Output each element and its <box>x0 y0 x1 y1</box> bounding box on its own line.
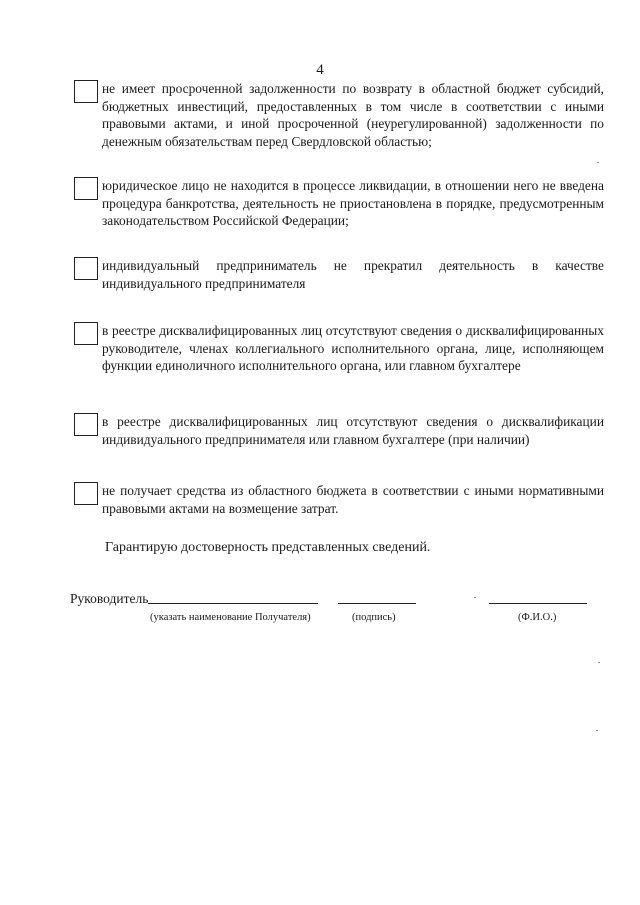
recipient-caption: (указать наименование Получателя) <box>150 612 311 623</box>
checkbox[interactable] <box>74 177 98 200</box>
checkbox[interactable] <box>74 322 98 345</box>
checklist-item-text: в реестре дисквалифицированных лиц отсутствуют сведения о дисквалификации индивидуального предпринимателя или главном бухгалтере (при наличии) <box>102 414 604 447</box>
signature-role-label: Руководитель <box>70 591 149 606</box>
checklist-item-text: в реестре дисквалифицированных лиц отсутствуют сведения о дисквалифицированных руководителе, членах коллегиального исполнительного органа, лице, исполняющем функции единоличного исполнительного органа, или главном бухгалтере <box>102 323 604 374</box>
scan-speck <box>474 597 476 598</box>
checklist-item <box>74 482 604 517</box>
checklist-item <box>74 413 604 448</box>
page-number: 4 <box>316 62 324 78</box>
checkbox[interactable] <box>74 413 98 436</box>
checkbox[interactable] <box>74 80 98 103</box>
checklist-item-text: не получает средства из областного бюджета в соответствии с иными нормативными правовыми актами на возмещение затрат. <box>102 483 604 516</box>
checkbox[interactable] <box>74 482 98 505</box>
checklist-item <box>74 80 604 150</box>
checklist-item-text: индивидуальный предприниматель не прекратил деятельность в качестве индивидуального предпринимателя <box>102 258 604 291</box>
signature-line[interactable] <box>338 603 416 604</box>
recipient-name-line[interactable] <box>148 603 318 604</box>
scan-speck <box>597 162 599 163</box>
fio-line[interactable] <box>489 603 587 604</box>
checklist-item <box>74 177 604 230</box>
guarantee-statement: Гарантирую достоверность представленных сведений. <box>105 540 431 555</box>
scan-speck <box>598 662 600 663</box>
fio-caption: (Ф.И.О.) <box>518 612 557 623</box>
scan-speck <box>596 730 598 731</box>
checklist-item <box>74 257 604 292</box>
checkbox[interactable] <box>74 257 98 280</box>
checklist-item-text: юридическое лицо не находится в процессе ликвидации, в отношении него не введена процедура банкротства, деятельность не приостановлена в порядке, предусмотренным законодательством Российской Федерации; <box>102 178 604 229</box>
checklist-item-text: не имеет просроченной задолженности по возврату в областной бюджет субсидий, бюджетных инвестиций, предоставленных в том числе в соответствии с иными правовыми актами, и иной просроченной (неурегулированной) задолженности по денежным обязательствам перед Свердловской областью; <box>102 81 604 149</box>
signature-caption: (подпись) <box>352 612 396 623</box>
checklist-item <box>74 322 604 375</box>
